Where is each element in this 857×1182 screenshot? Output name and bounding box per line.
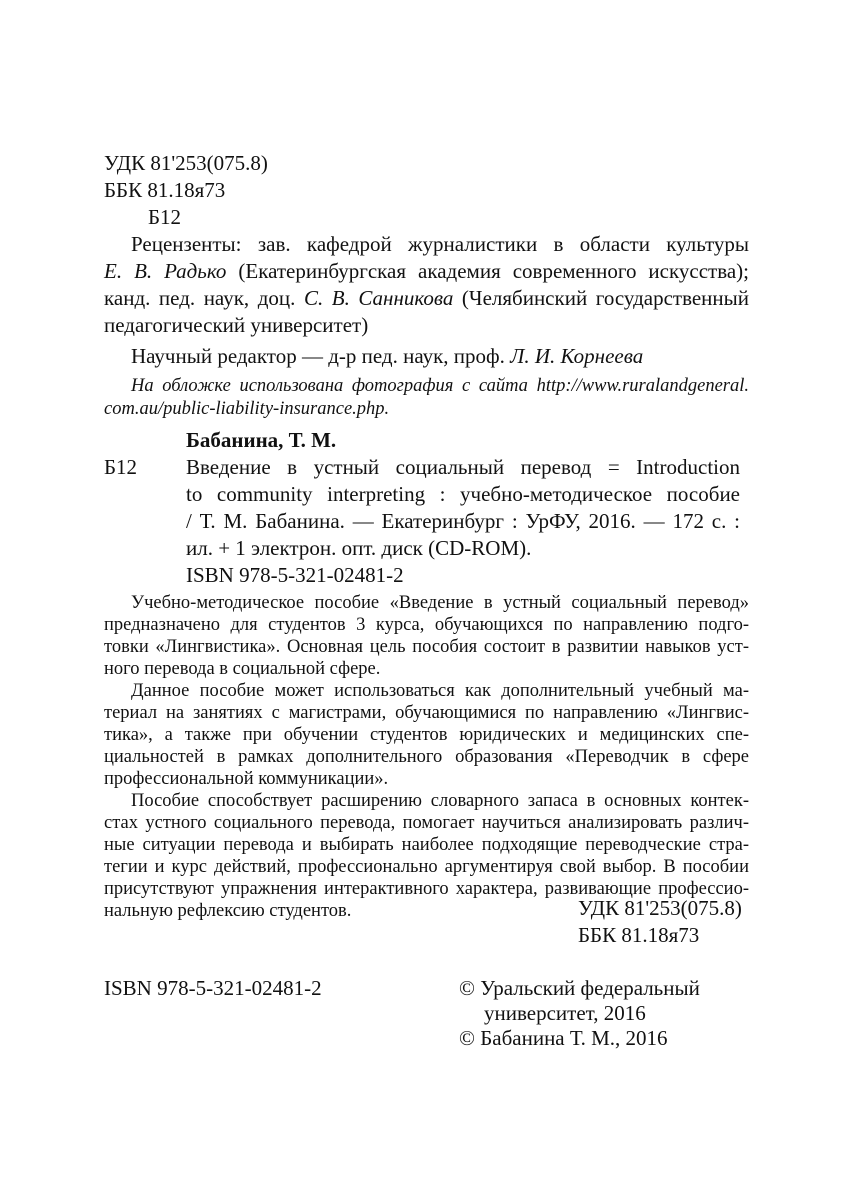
- annotation-p3-line-6: нальную рефлексию студентов.: [104, 901, 352, 921]
- catalog-title-line-2: to community interpreting : учебно-методическое пособие: [186, 482, 740, 506]
- catalog-mark: Б12: [104, 455, 138, 479]
- reviewers-line-1: [131, 231, 749, 257]
- editor-label: Научный редактор — д-р пед. наук, проф.: [131, 344, 505, 368]
- annotation-p3-line-2: стах устного социального перевода, помогает научиться анализировать различ-: [104, 813, 749, 833]
- reviewers-line-3: [104, 285, 749, 311]
- reviewers-line-2: [104, 258, 749, 284]
- annotation-p3-line-3: ные ситуации перевода и выбирать наиболее подходящие переводческие стра-: [104, 835, 749, 855]
- catalog-author-heading: Бабанина, Т. М.: [186, 428, 337, 452]
- reviewers-line1-text: зав. кафедрой журналистики в области культуры: [257, 232, 750, 256]
- catalog-isbn: ISBN 978-5-321-02481-2: [186, 563, 404, 587]
- annotation-p2-line-5: профессиональной коммуникации».: [104, 769, 389, 789]
- cover-note-line-1: На обложке использована фотография с сайта http://www.ruralandgeneral.: [131, 376, 749, 396]
- catalog-title-line-3: / Т. М. Бабанина. — Екатеринбург : УрФУ, 2016. — 172 с. :: [186, 509, 740, 533]
- annotation-p3-line-5: присутствуют упражнения интерактивного характера, развивающие профессио-: [104, 879, 749, 899]
- bottom-udk-code: УДК 81'253(075.8): [578, 896, 742, 920]
- reviewers-label: Рецензенты:: [131, 232, 242, 256]
- scientific-editor: [131, 343, 643, 369]
- annotation-p2-line-2: териал на занятиях с магистрами, обучающимися по направлению «Лингвис-: [104, 703, 749, 723]
- annotation-p2-line-4: циальностей в рамках дополнительного образования «Переводчик в сфере: [104, 747, 749, 767]
- catalog-title-line-1: Введение в устный социальный перевод = Introduction: [186, 455, 740, 479]
- footer-isbn: ISBN 978-5-321-02481-2: [104, 976, 322, 1000]
- udk-code: УДК 81'253(075.8): [104, 151, 268, 175]
- annotation-p1-line-3: товки «Лингвистика». Основная цель пособия состоит в развитии навыков уст-: [104, 637, 749, 657]
- bottom-bbk-code: ББК 81.18я73: [578, 923, 700, 947]
- copyright-author: © Бабанина Т. М., 2016: [459, 1026, 668, 1050]
- annotation-p2-line-1: Данное пособие может использоваться как дополнительный учебный ма-: [131, 681, 749, 701]
- reviewer-name-1: Е. В. Радько: [104, 259, 227, 283]
- editor-name: Л. И. Корнеева: [510, 344, 644, 368]
- annotation-p3-line-1: Пособие способствует расширению словарного запаса в основных контек-: [131, 791, 749, 811]
- annotation-p2-line-3: тика», а также при обучении студентов юридических и медицинских спе-: [104, 725, 749, 745]
- annotation-p3-line-4: тегии и курс действий, профессионально аргументируя свой выбор. В пособии: [104, 857, 749, 877]
- copyright-urfu-line-2: университет, 2016: [484, 1001, 646, 1025]
- reviewer-name-2: С. В. Санникова: [303, 286, 454, 310]
- cover-note-line-2: com.au/public-liability-insurance.php.: [104, 399, 390, 419]
- author-mark: Б12: [148, 205, 182, 229]
- copyright-urfu-line-1: © Уральский федеральный: [459, 976, 700, 1000]
- annotation-p1-line-2: предназначено для студентов 3 курса, обучающихся по направлению подго-: [104, 615, 749, 635]
- catalog-title-line-4: ил. + 1 электрон. опт. диск (CD-ROM).: [186, 536, 532, 560]
- reviewers-line-4: педагогический университет): [104, 313, 369, 337]
- annotation-p1-line-4: ного перевода в социальной сфере.: [104, 659, 381, 679]
- reviewer-affiliation-1: (Екатеринбургская академия современного искусства);: [238, 259, 750, 283]
- bbk-code: ББК 81.18я73: [104, 178, 226, 202]
- reviewer-affiliation-2: (Челябинский государственный: [461, 286, 750, 310]
- reviewer-title-2: канд. пед. наук, доц.: [104, 286, 296, 310]
- annotation-p1-line-1: Учебно-методическое пособие «Введение в устный социальный перевод»: [131, 593, 749, 613]
